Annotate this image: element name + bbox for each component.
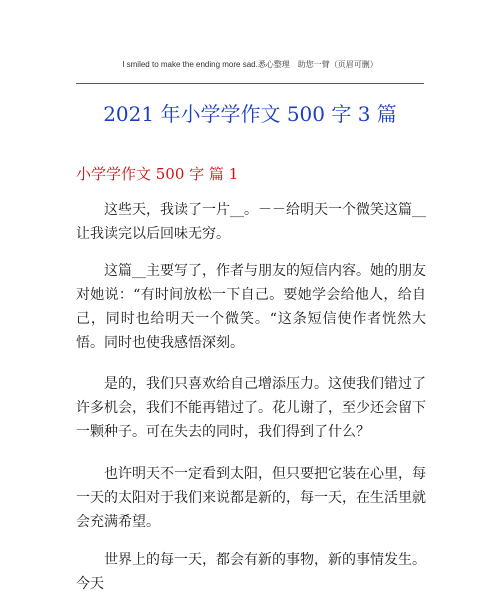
paragraph: 这些天，我读了一片__。－－给明天一个微笑这篇__让我读完以后回味无穷。 bbox=[76, 202, 426, 242]
paragraph: 这篇__主要写了，作者与朋友的短信内容。她的朋友对她说：“有时间放松一下自己。要她学会给他人，给自己，同时也给明天一个微笑。“这条短信使作者恍然大悟。同时也使我感悟深刻。 bbox=[76, 263, 426, 351]
section-title: 小学学作文 500 字 篇 1 bbox=[76, 165, 239, 183]
header-divider bbox=[76, 83, 424, 84]
paragraph: 世界上的每一天，都会有新的事物，新的事情发生。今天 bbox=[76, 552, 426, 592]
paragraph: 是的，我们只喜欢给自己增添压力。这使我们错过了许多机会，我们不能再错过了。花儿谢了，至少还会留下一颗种子。可在失去的同时，我们得到了什么？ bbox=[76, 376, 426, 440]
page-header: I smiled to make the ending more sad.悉心整理 助您一臂（页眉可删） bbox=[122, 60, 378, 69]
document-title: 2021 年小学学作文 500 字 3 篇 bbox=[103, 102, 397, 126]
paragraph: 也许明天不一定看到太阳，但只要把它装在心里，每一天的太阳对于我们来说都是新的，每一天，在生活里就会充满希望。 bbox=[76, 466, 426, 530]
